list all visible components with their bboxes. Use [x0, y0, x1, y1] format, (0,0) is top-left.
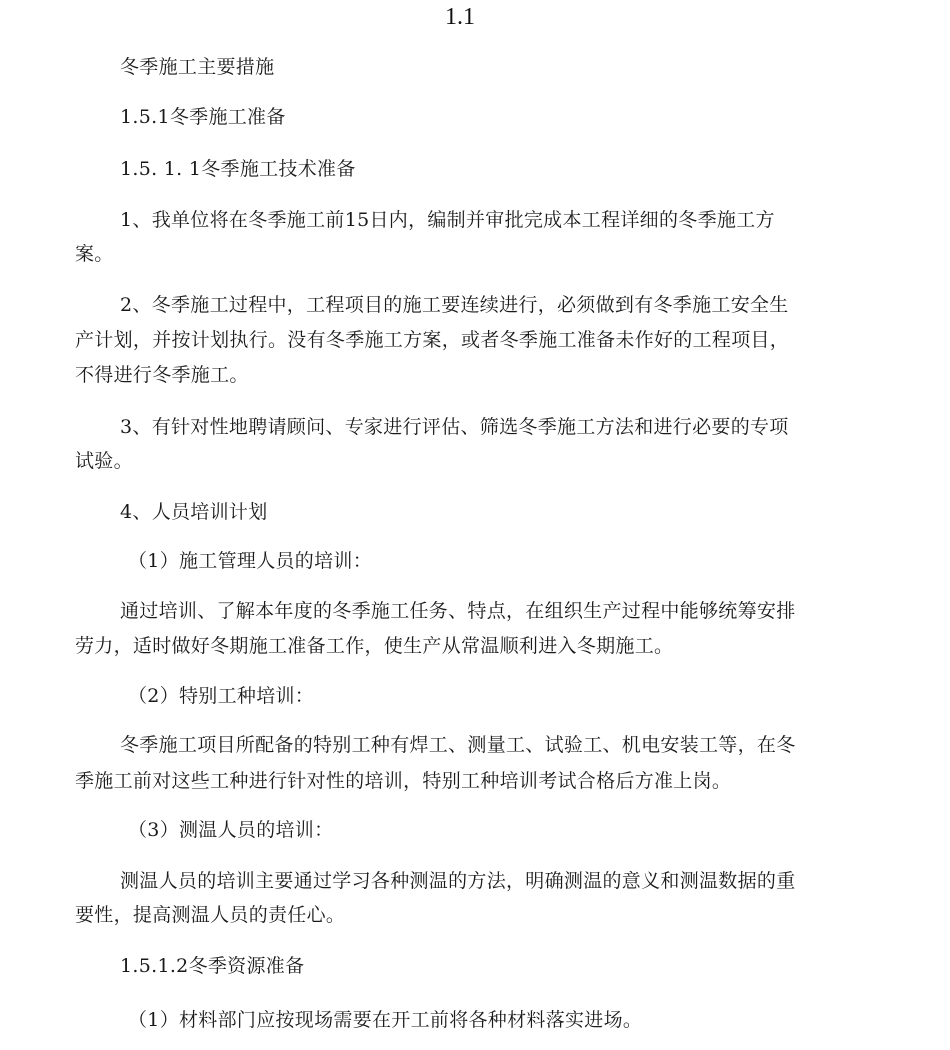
paragraph-line: 测温人员的培训主要通过学习各种测温的方法，明确测温的意义和测温数据的重 [120, 870, 796, 892]
subsubsection-title: 1.5. 1. 1冬季施工技术准备 [120, 158, 356, 180]
paragraph-line: 试验。 [75, 450, 133, 472]
subsection-title: 1.5.1冬季施工准备 [120, 106, 286, 128]
list-heading: 4、人员培训计划 [120, 501, 268, 523]
paragraph-line: 通过培训、了解本年度的冬季施工任务、特点，在组织生产过程中能够统筹安排 [120, 600, 796, 622]
paragraph-line: 冬季施工项目所配备的特别工种有焊工、测量工、试验工、机电安装工等，在冬 [120, 734, 796, 756]
paragraph-line: 劳力，适时做好冬期施工准备工作，使生产从常温顺利进入冬期施工。 [75, 635, 674, 657]
list-subheading: （2）特别工种培训： [128, 685, 315, 707]
paragraph-line: 产计划，并按计划执行。没有冬季施工方案，或者冬季施工准备未作好的工程项目， [75, 329, 790, 351]
section-title: 冬季施工主要措施 [120, 56, 275, 78]
paragraph-line: 2、冬季施工过程中，工程项目的施工要连续进行，必须做到有冬季施工安全生 [120, 294, 789, 316]
paragraph-line: 3、有针对性地聘请顾问、专家进行评估、筛选冬季施工方法和进行必要的专项 [120, 416, 789, 438]
paragraph-line: 要性，提高测温人员的责任心。 [75, 904, 346, 926]
subsection-title: 1.5.1.2冬季资源准备 [120, 955, 305, 977]
paragraph-line: 不得进行冬季施工。 [75, 364, 249, 386]
paragraph-line: 季施工前对这些工种进行针对性的培训，特别工种培训考试合格后方准上岗。 [75, 770, 732, 792]
list-subheading: （3）测温人员的培训： [128, 819, 334, 841]
paragraph-line: 1、我单位将在冬季施工前15日内，编制并审批完成本工程详细的冬季施工方 [120, 209, 775, 231]
section-heading: 1.1 [445, 4, 475, 30]
list-subheading: （1）施工管理人员的培训： [128, 550, 372, 572]
paragraph-line: 案。 [75, 243, 114, 265]
paragraph-line: （1）材料部门应按现场需要在开工前将各种材料落实进场。 [128, 1009, 643, 1031]
